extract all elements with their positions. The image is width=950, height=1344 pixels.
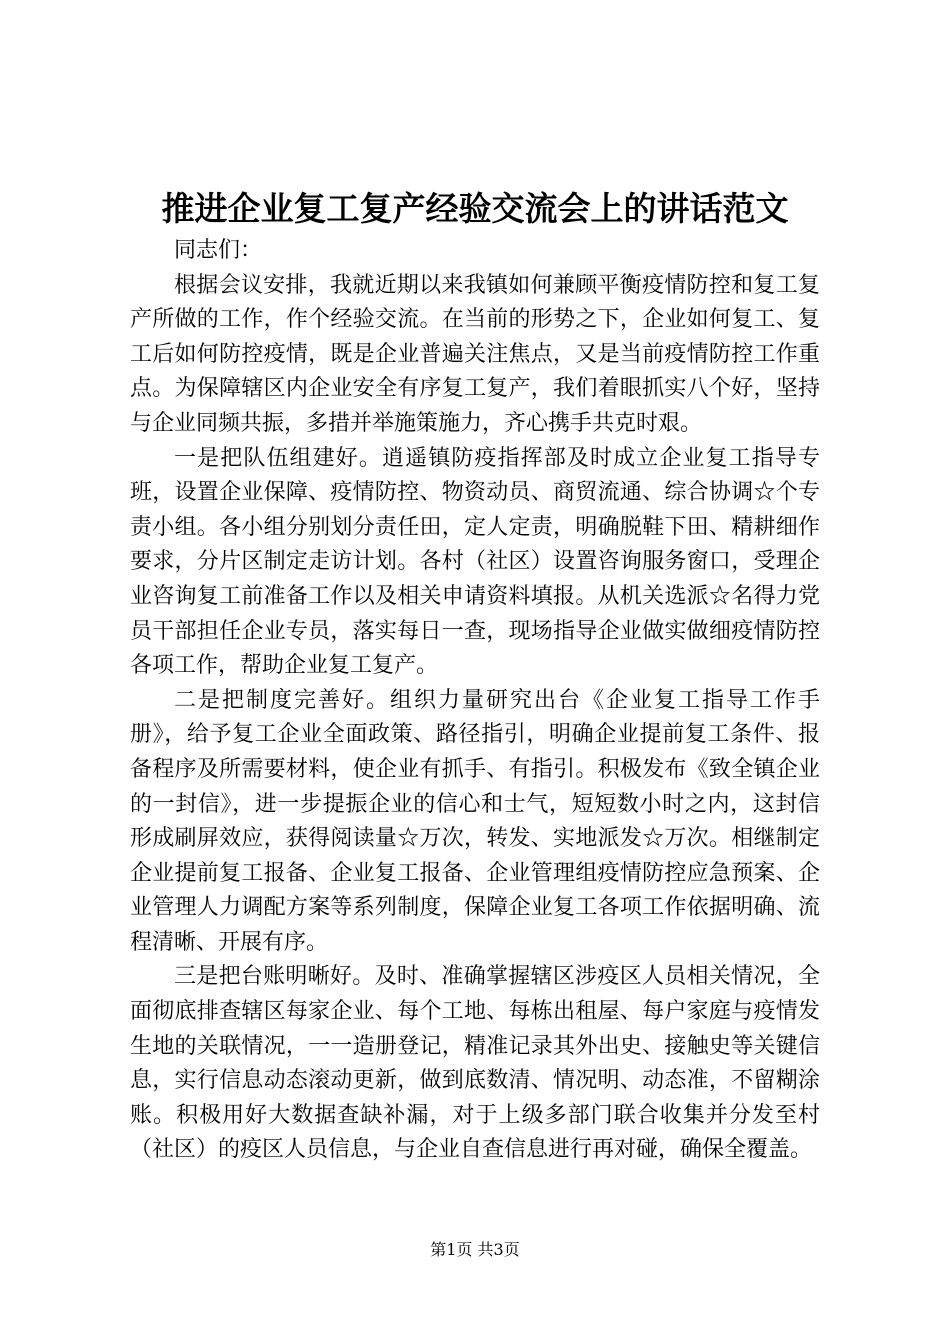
- paragraph-system: 二是把制度完善好。组织力量研究出台《企业复工指导工作手册》，给予复工企业全面政策、路径指引，明确企业提前复工条件、报备程序及所需要材料，使企业有抓手、有指引。积极发布《致全镇企业的一封信》，进一步提振企业的信心和士气，短短数小时之内，这封信形成刷屏效应，获得阅读量☆万次，转发、实地派发☆万次。相继制定企业提前复工报备、企业复工报备、企业管理组疫情防控应急预案、企业管理人力调配方案等系列制度，保障企业复工各项工作依据明确、流程清晰、开展有序。: [130, 687, 820, 955]
- document-body: [130, 234, 820, 1168]
- paragraph-ledger: 三是把台账明晰好。及时、准确掌握辖区涉疫区人员相关情况，全面彻底排查辖区每家企业、每个工地、每栋出租屋、每户家庭与疫情发生地的关联情况，一一造册登记，精准记录其外出史、接触史等关键信息，实行信息动态滚动更新，做到底数清、情况明、动态准，不留糊涂账。积极用好大数据查缺补漏，对于上级多部门联合收集并分发至村（社区）的疫区人员信息，与企业自查信息进行再对碰，确保全覆盖。: [130, 964, 820, 1163]
- salutation: 同志们：: [174, 238, 263, 263]
- paragraph-team: 一是把队伍组建好。逍遥镇防疫指挥部及时成立企业复工指导专班，设置企业保障、疫情防控、物资动员、商贸流通、综合协调☆个专责小组。各小组分别划分责任田，定人定责，明确脱鞋下田、精耕细作要求，分片区制定走访计划。各村（社区）设置咨询服务窗口，受理企业咨询复工前准备工作以及相关申请资料填报。从机关选派☆名得力党员干部担任企业专员，落实每日一查，现场指导企业做实做细疫情防控各项工作，帮助企业复工复产。: [130, 445, 820, 679]
- document-title: 推进企业复工复产经验交流会上的讲话范文: [161, 189, 789, 228]
- page-number: 第1页 共3页: [430, 1240, 520, 1259]
- paragraph-intro: 根据会议安排，我就近期以来我镇如何兼顾平衡疫情防控和复工复产所做的工作，作个经验交流。在当前的形势之下，企业如何复工、复工后如何防控疫情，既是企业普遍关注焦点，又是当前疫情防控工作重点。为保障辖区内企业安全有序复工复产，我们着眼抓实八个好，坚持与企业同频共振，多措并举施策施力，齐心携手共克时艰。: [130, 272, 820, 436]
